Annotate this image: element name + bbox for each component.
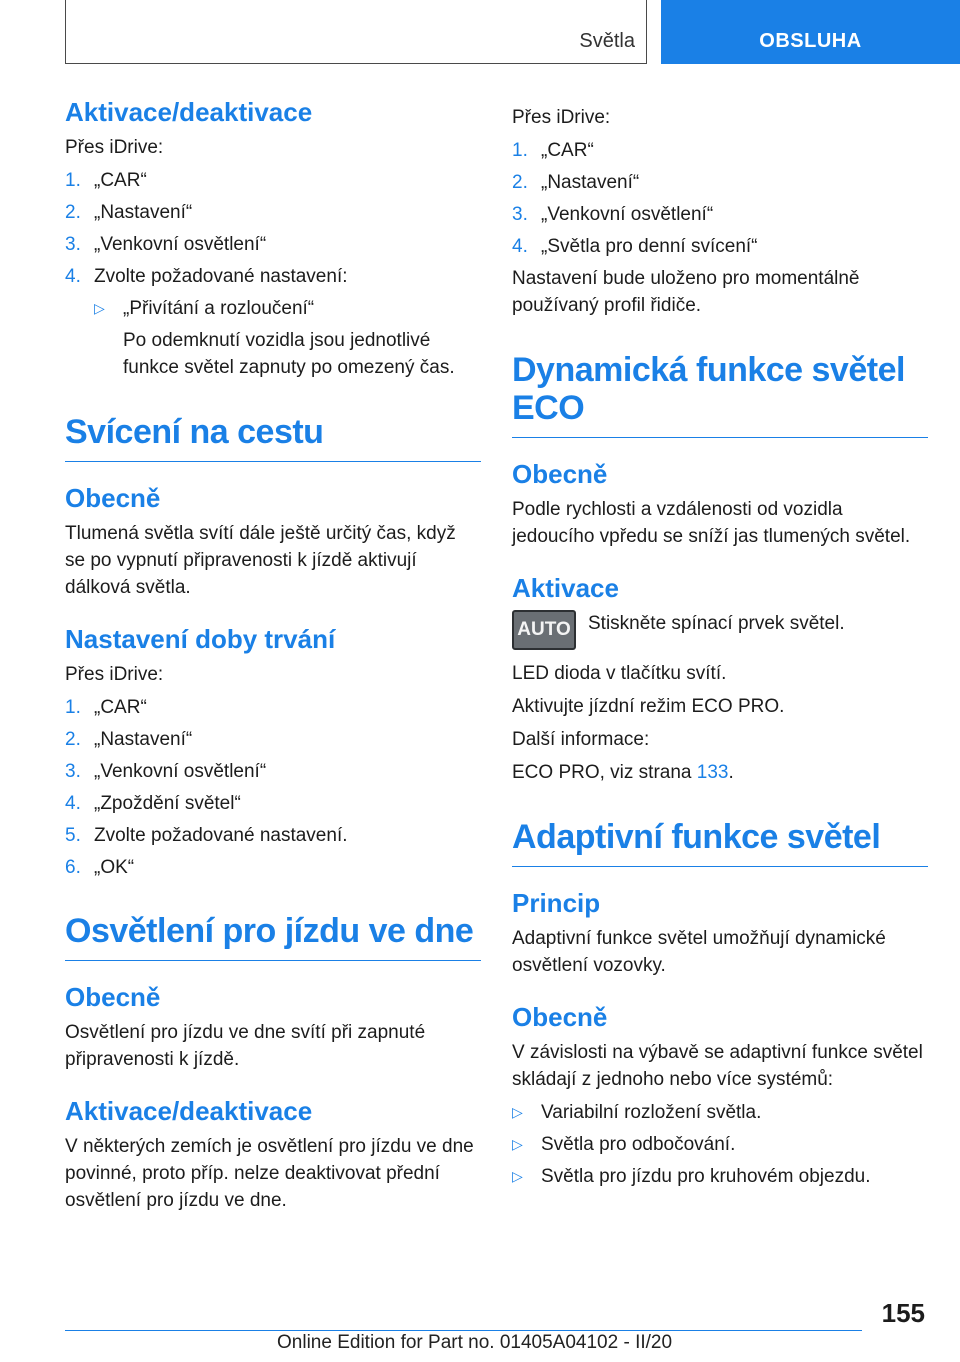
- step-text: „Venkovní osvětlení“: [541, 204, 714, 225]
- press-button-text: Stiskněte spínací prvek světel.: [588, 613, 845, 634]
- step-text: „Nastavení“: [94, 202, 193, 223]
- step-text: „OK“: [94, 857, 135, 878]
- bullet-triangle-icon: ▷: [512, 1136, 523, 1152]
- eco-reference-text: ECO PRO, viz strana: [512, 762, 692, 783]
- eco-general-heading: Obecně: [512, 459, 608, 489]
- step-text: „Světla pro denní svícení“: [541, 236, 758, 257]
- step-number: 2.: [65, 729, 81, 750]
- home-lighting-heading: Svícení na cestu: [65, 413, 481, 462]
- step-text: „CAR“: [94, 170, 147, 191]
- step-text: „Venkovní osvětlení“: [94, 234, 267, 255]
- activation-heading: Aktivace/deaktivace: [65, 97, 313, 127]
- activation-steps-list: [65, 167, 481, 290]
- duration-heading: Nastavení doby trvání: [65, 624, 336, 654]
- step-text: „Venkovní osvětlení“: [94, 761, 267, 782]
- adaptive-heading: Adaptivní funkce světel: [512, 818, 928, 867]
- step-item: [65, 854, 481, 881]
- auto-button-icon: AUTO: [512, 610, 576, 650]
- step-item: [65, 822, 481, 849]
- step-item: [512, 137, 928, 164]
- step-text: Zvolte požadované nastavení.: [94, 825, 348, 846]
- step-number: 4.: [65, 793, 81, 814]
- step-number: 1.: [512, 140, 528, 161]
- step-item: [65, 199, 481, 226]
- step-number: 3.: [65, 761, 81, 782]
- header-section-title: Světla: [579, 30, 635, 52]
- page-number: 155: [881, 1298, 925, 1328]
- step-item: [512, 169, 928, 196]
- step-text: „Nastavení“: [94, 729, 193, 750]
- step-item: [65, 231, 481, 258]
- step-item: [65, 790, 481, 817]
- home-general-heading: Obecně: [65, 483, 161, 513]
- bullet-triangle-icon: ▷: [512, 1168, 523, 1184]
- daytime-steps-list: [512, 137, 928, 260]
- welcome-bullet: [94, 295, 481, 322]
- step-item: [512, 233, 928, 260]
- step-item: [65, 758, 481, 785]
- right-via-idrive-text: Přes iDrive:: [512, 107, 611, 128]
- step-text: „Zpoždění světel“: [94, 793, 241, 814]
- step-number: 4.: [65, 266, 81, 287]
- daytime-activation-heading: Aktivace/deaktivace: [65, 1096, 313, 1126]
- system-bullet: [512, 1099, 928, 1126]
- system-bullet: [512, 1131, 928, 1158]
- step-item: [65, 263, 481, 290]
- duration-steps-list: [65, 694, 481, 881]
- step-text: Zvolte požadované nastavení:: [94, 266, 348, 287]
- systems-list: [512, 1099, 928, 1190]
- footer-edition: Online Edition for Part no. 01405A04102 - II/20: [277, 1332, 673, 1353]
- welcome-item-text: „Přivítání a rozloučení“: [123, 298, 315, 319]
- header-frame: [65, 0, 647, 64]
- via-idrive-text: Přes iDrive:: [65, 137, 164, 158]
- auto-button-row: [512, 610, 928, 650]
- adaptive-general-text: V závislosti na výbavě se adaptivní funkce světel skládají z jednoho nebo více systémů:: [512, 1042, 923, 1090]
- step-number: 1.: [65, 697, 81, 718]
- step-item: [65, 726, 481, 753]
- step-text: „Nastavení“: [541, 172, 640, 193]
- system-text: Světla pro jízdu pro kruhovém objezdu.: [541, 1166, 871, 1187]
- eco-pro-text: Aktivujte jízdní režim ECO PRO.: [512, 696, 785, 717]
- step-item: [65, 167, 481, 194]
- step-number: 3.: [65, 234, 81, 255]
- eco-reference-end: .: [728, 762, 734, 783]
- step-number: 2.: [65, 202, 81, 223]
- daytime-lights-heading: Osvětlení pro jízdu ve dne: [65, 912, 481, 961]
- step-number: 6.: [65, 857, 81, 878]
- bullet-triangle-icon: ▷: [512, 1104, 523, 1120]
- daytime-activation-text: V některých zemích je osvětlení pro jízdu ve dne povinné, proto příp. nelze deaktivovat přední osvětlení pro jízdu ve dne.: [65, 1136, 474, 1211]
- step-number: 4.: [512, 236, 528, 257]
- system-text: Variabilní rozložení světla.: [541, 1102, 762, 1123]
- daytime-general-text: Osvětlení pro jízdu ve dne svítí při zapnuté připravenosti k jízdě.: [65, 1022, 426, 1070]
- page-reference-link[interactable]: 133: [696, 762, 729, 783]
- step-number: 5.: [65, 825, 81, 846]
- eco-general-text: Podle rychlosti a vzdálenosti od vozidla jedoucího vpředu se sníží jas tlumených světel.: [512, 499, 911, 547]
- system-text: Světla pro odbočování.: [541, 1134, 736, 1155]
- home-general-text: Tlumená světla svítí dále ještě určitý čas, když se po vypnutí připravenosti k jízdě aktivují dálková světla.: [65, 523, 456, 598]
- step-item: [512, 201, 928, 228]
- duration-via-text: Přes iDrive:: [65, 664, 164, 685]
- eco-activation-heading: Aktivace: [512, 573, 619, 603]
- header-chapter-tab: OBSLUHA: [661, 0, 960, 64]
- profile-saved-text: Nastavení bude uloženo pro momentálně používaný profil řidiče.: [512, 268, 860, 316]
- step-text: „CAR“: [94, 697, 147, 718]
- principle-text: Adaptivní funkce světel umožňují dynamické osvětlení vozovky.: [512, 928, 886, 976]
- footer-divider: [65, 1330, 862, 1331]
- step-text: „CAR“: [541, 140, 594, 161]
- welcome-description: Po odemknutí vozidla jsou jednotlivé funkce světel zapnuty po omezený čas.: [123, 330, 455, 378]
- bullet-triangle-icon: ▷: [94, 300, 105, 316]
- more-info-text: Další informace:: [512, 729, 650, 750]
- step-item: [65, 694, 481, 721]
- step-number: 3.: [512, 204, 528, 225]
- led-text: LED dioda v tlačítku svítí.: [512, 663, 727, 684]
- eco-heading: Dynamická funkce světel ECO: [512, 351, 928, 438]
- step-number: 1.: [65, 170, 81, 191]
- eco-reference: [512, 759, 928, 786]
- adaptive-general-heading: Obecně: [512, 1002, 608, 1032]
- system-bullet: [512, 1163, 928, 1190]
- principle-heading: Princip: [512, 888, 601, 918]
- step-number: 2.: [512, 172, 528, 193]
- left-column: [65, 96, 481, 1220]
- daytime-general-heading: Obecně: [65, 982, 161, 1012]
- right-column: [512, 104, 928, 1195]
